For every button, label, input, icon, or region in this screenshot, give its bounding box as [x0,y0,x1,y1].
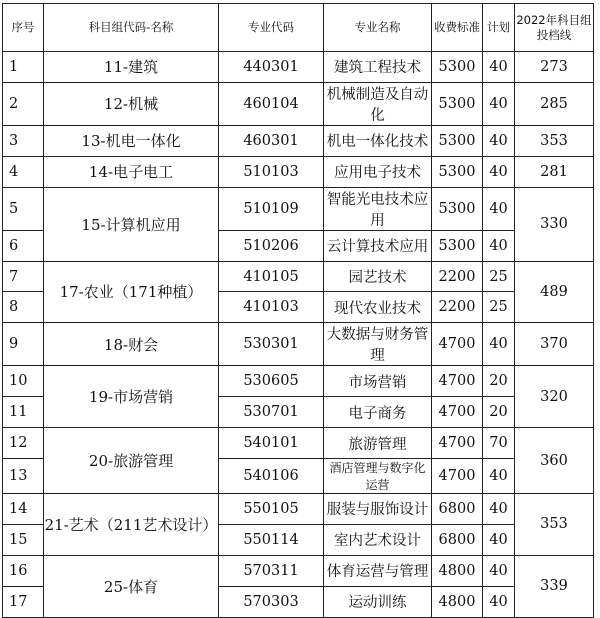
fee-cell: 5300 [432,156,483,187]
table-row [3,494,594,525]
header-score-line1: 2022年科目组 [516,12,592,27]
major-code-cell: 540101 [219,428,324,459]
major-name-cell: 室内艺术设计 [324,524,432,555]
plan-cell: 40 [483,323,515,366]
plan-cell: 25 [483,292,515,323]
score-cell: 320 [515,366,594,428]
plan-cell: 40 [483,187,515,230]
major-code-cell: 530701 [219,397,324,428]
fee-cell: 2200 [432,292,483,323]
major-name-cell: 体育运营与管理 [324,555,432,586]
header-group: 科目组代码-名称 [44,4,219,52]
seq-cell: 17 [3,586,44,617]
major-name-cell: 旅游管理 [324,428,432,459]
header-row [3,4,594,52]
seq-cell: 11 [3,397,44,428]
plan-cell: 40 [483,52,515,83]
seq-cell: 5 [3,187,44,230]
plan-cell: 40 [483,586,515,617]
seq-cell: 13 [3,459,44,494]
major-name-cell: 智能光电技术应用 [324,187,432,230]
seq-cell: 9 [3,323,44,366]
major-name-cell: 运动训练 [324,586,432,617]
major-code-cell: 570303 [219,586,324,617]
major-name-cell: 机械制造及自动化 [324,82,432,125]
score-cell: 353 [515,494,594,556]
major-name-cell: 电子商务 [324,397,432,428]
table-row [3,366,594,397]
fee-cell: 5300 [432,187,483,230]
header-code: 专业代码 [219,4,324,52]
major-name-cell: 园艺技术 [324,261,432,292]
major-code-cell: 540106 [219,459,324,494]
major-name-cell: 酒店管理与数字化运营 [324,459,432,494]
major-name-cell: 现代农业技术 [324,292,432,323]
major-code-cell: 530605 [219,366,324,397]
header-fee: 收费标准 [432,4,483,52]
major-name-cell: 服装与服饰设计 [324,494,432,525]
plan-cell: 40 [483,494,515,525]
header-score-line2: 投档线 [536,27,572,42]
plan-cell: 40 [483,459,515,494]
group-cell: 11-建筑 [44,52,219,83]
score-cell: 285 [515,82,594,125]
table-row [3,52,594,83]
plan-cell: 20 [483,366,515,397]
group-cell: 17-农业（171种植） [44,261,219,323]
table-row [3,428,594,459]
fee-cell: 6800 [432,524,483,555]
seq-cell: 6 [3,230,44,261]
table-row [3,261,594,292]
plan-cell: 40 [483,555,515,586]
score-cell: 339 [515,555,594,617]
seq-cell: 1 [3,52,44,83]
plan-cell: 40 [483,156,515,187]
fee-cell: 5300 [432,230,483,261]
major-code-cell: 460301 [219,125,324,156]
group-cell: 21-艺术（211艺术设计） [44,494,219,556]
major-code-cell: 530301 [219,323,324,366]
major-code-cell: 410105 [219,261,324,292]
fee-cell: 6800 [432,494,483,525]
seq-cell: 15 [3,524,44,555]
group-cell: 25-体育 [44,555,219,617]
major-name-cell: 云计算技术应用 [324,230,432,261]
group-cell: 15-计算机应用 [44,187,219,261]
header-name: 专业名称 [324,4,432,52]
fee-cell: 4800 [432,555,483,586]
fee-cell: 4700 [432,459,483,494]
plan-cell: 25 [483,261,515,292]
group-cell: 19-市场营销 [44,366,219,428]
seq-cell: 3 [3,125,44,156]
plan-cell: 40 [483,230,515,261]
major-code-cell: 460104 [219,82,324,125]
seq-cell: 10 [3,366,44,397]
major-name-cell: 市场营销 [324,366,432,397]
plan-cell: 70 [483,428,515,459]
group-cell: 14-电子电工 [44,156,219,187]
fee-cell: 4700 [432,397,483,428]
fee-cell: 4700 [432,428,483,459]
table-row [3,156,594,187]
score-cell: 489 [515,261,594,323]
fee-cell: 4700 [432,323,483,366]
group-cell: 13-机电一体化 [44,125,219,156]
seq-cell: 12 [3,428,44,459]
table-body [3,52,594,618]
seq-cell: 8 [3,292,44,323]
table-row [3,82,594,125]
major-code-cell: 510109 [219,187,324,230]
table-row [3,555,594,586]
plan-cell: 20 [483,397,515,428]
table-row [3,125,594,156]
fee-cell: 5300 [432,82,483,125]
major-name-cell: 建筑工程技术 [324,52,432,83]
major-code-cell: 550105 [219,494,324,525]
score-cell: 370 [515,323,594,366]
header-score [515,4,594,52]
group-cell: 18-财会 [44,323,219,366]
score-cell: 281 [515,156,594,187]
plan-cell: 40 [483,524,515,555]
plan-cell: 40 [483,125,515,156]
score-cell: 353 [515,125,594,156]
fee-cell: 4700 [432,366,483,397]
enrollment-table [2,3,594,618]
seq-cell: 16 [3,555,44,586]
score-cell: 273 [515,52,594,83]
seq-cell: 2 [3,82,44,125]
group-cell: 12-机械 [44,82,219,125]
header-plan: 计划 [483,4,515,52]
seq-cell: 4 [3,156,44,187]
fee-cell: 2200 [432,261,483,292]
score-cell: 360 [515,428,594,494]
major-name-cell: 应用电子技术 [324,156,432,187]
seq-cell: 7 [3,261,44,292]
major-code-cell: 410103 [219,292,324,323]
fee-cell: 4800 [432,586,483,617]
table-row [3,187,594,230]
major-code-cell: 510103 [219,156,324,187]
fee-cell: 5300 [432,52,483,83]
header-seq: 序号 [3,4,44,52]
plan-cell: 40 [483,82,515,125]
fee-cell: 5300 [432,125,483,156]
major-name-cell: 大数据与财务管理 [324,323,432,366]
score-cell: 330 [515,187,594,261]
major-name-cell: 机电一体化技术 [324,125,432,156]
major-code-cell: 550114 [219,524,324,555]
major-code-cell: 510206 [219,230,324,261]
seq-cell: 14 [3,494,44,525]
major-code-cell: 570311 [219,555,324,586]
major-code-cell: 440301 [219,52,324,83]
table-row [3,323,594,366]
group-cell: 20-旅游管理 [44,428,219,494]
